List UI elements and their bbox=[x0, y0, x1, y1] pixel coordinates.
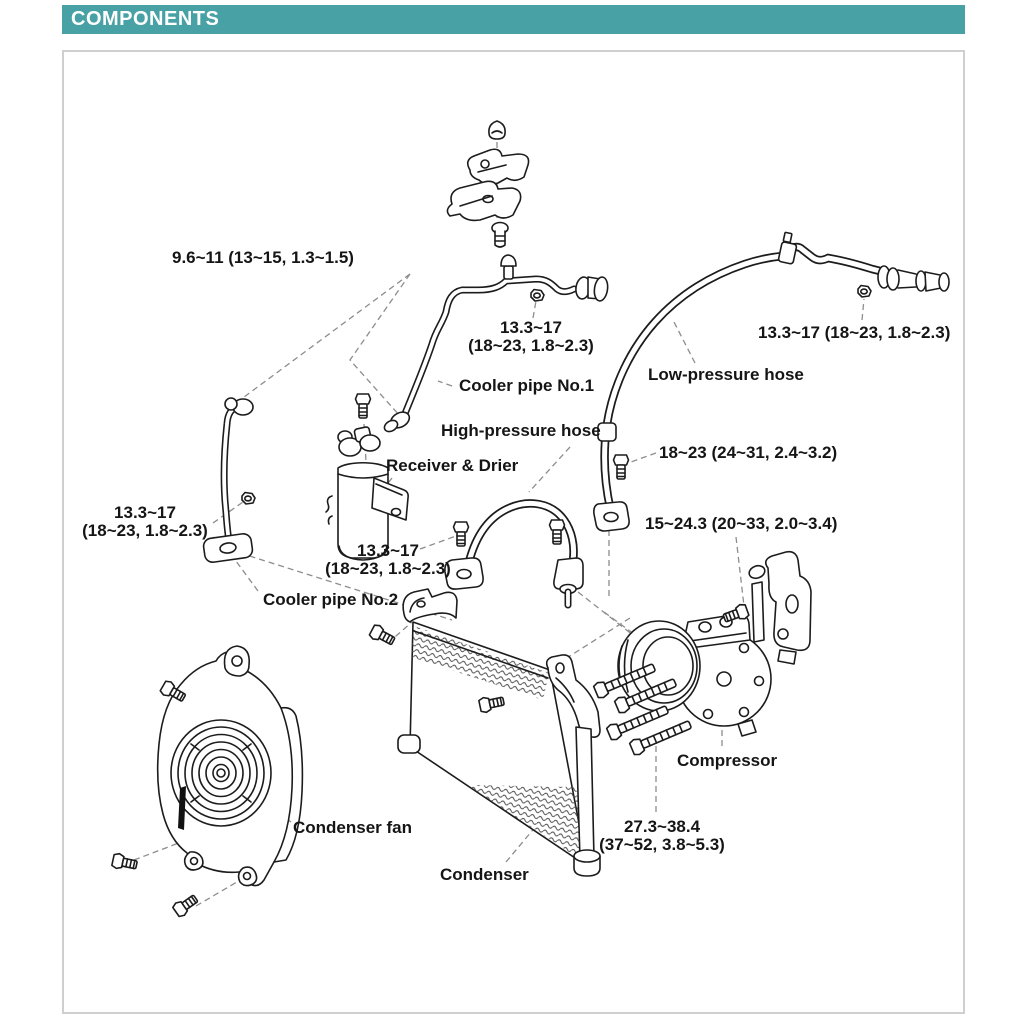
torque-line: (18~23, 1.8~2.3) bbox=[325, 559, 451, 578]
cooler-pipe-2-drawing bbox=[203, 398, 255, 563]
section-title: COMPONENTS bbox=[71, 8, 220, 30]
nut-icon bbox=[242, 493, 255, 505]
label-high-pressure-hose: High-pressure hose bbox=[441, 421, 601, 440]
torque-label-cooler-pipe-2 bbox=[82, 504, 208, 540]
torque-label-18-23: 18~23 (24~31, 2.4~3.2) bbox=[659, 443, 838, 462]
bolt-icon bbox=[454, 520, 565, 546]
torque-line: (18~23, 1.8~2.3) bbox=[468, 336, 594, 355]
label-cooler-pipe-1: Cooler pipe No.1 bbox=[459, 376, 595, 395]
bolt-icon bbox=[492, 223, 508, 248]
label-condenser-fan: Condenser fan bbox=[293, 818, 413, 837]
label-condenser: Condenser bbox=[440, 865, 529, 884]
torque-line: 13.3~17 bbox=[357, 541, 419, 560]
torque-line: 27.3~38.4 bbox=[623, 817, 701, 836]
label-receiver-drier: Receiver & Drier bbox=[386, 456, 519, 475]
torque-label-low-pressure-hose: 13.3~17 (18~23, 1.8~2.3) bbox=[758, 323, 951, 342]
pipe-mounting-bracket-assembly bbox=[447, 121, 528, 247]
torque-label-15-24: 15~24.3 (20~33, 2.0~3.4) bbox=[645, 514, 838, 533]
torque-line: (18~23, 1.8~2.3) bbox=[82, 521, 208, 540]
compressor-drawing bbox=[593, 614, 771, 756]
label-cooler-pipe-2: Cooler pipe No.2 bbox=[263, 590, 399, 609]
torque-label-hp-hose bbox=[325, 542, 451, 578]
nut-icon bbox=[531, 290, 544, 302]
label-compressor: Compressor bbox=[677, 751, 778, 770]
label-low-pressure-hose: Low-pressure hose bbox=[648, 365, 804, 384]
torque-line: 13.3~17 bbox=[500, 318, 562, 337]
condenser-fan-drawing bbox=[111, 646, 302, 918]
bolt-icon bbox=[356, 394, 371, 418]
torque-label-top-left: 9.6~11 (13~15, 1.3~1.5) bbox=[172, 248, 354, 267]
high-pressure-hose-drawing bbox=[445, 503, 583, 605]
bolt-icon bbox=[614, 455, 629, 479]
torque-line: 13.3~17 bbox=[114, 503, 176, 522]
torque-line: (37~52, 3.8~5.3) bbox=[599, 835, 725, 854]
torque-label-cooler-pipe-1 bbox=[468, 319, 594, 355]
torque-label-compressor bbox=[599, 818, 725, 854]
nut-icon bbox=[858, 286, 871, 298]
